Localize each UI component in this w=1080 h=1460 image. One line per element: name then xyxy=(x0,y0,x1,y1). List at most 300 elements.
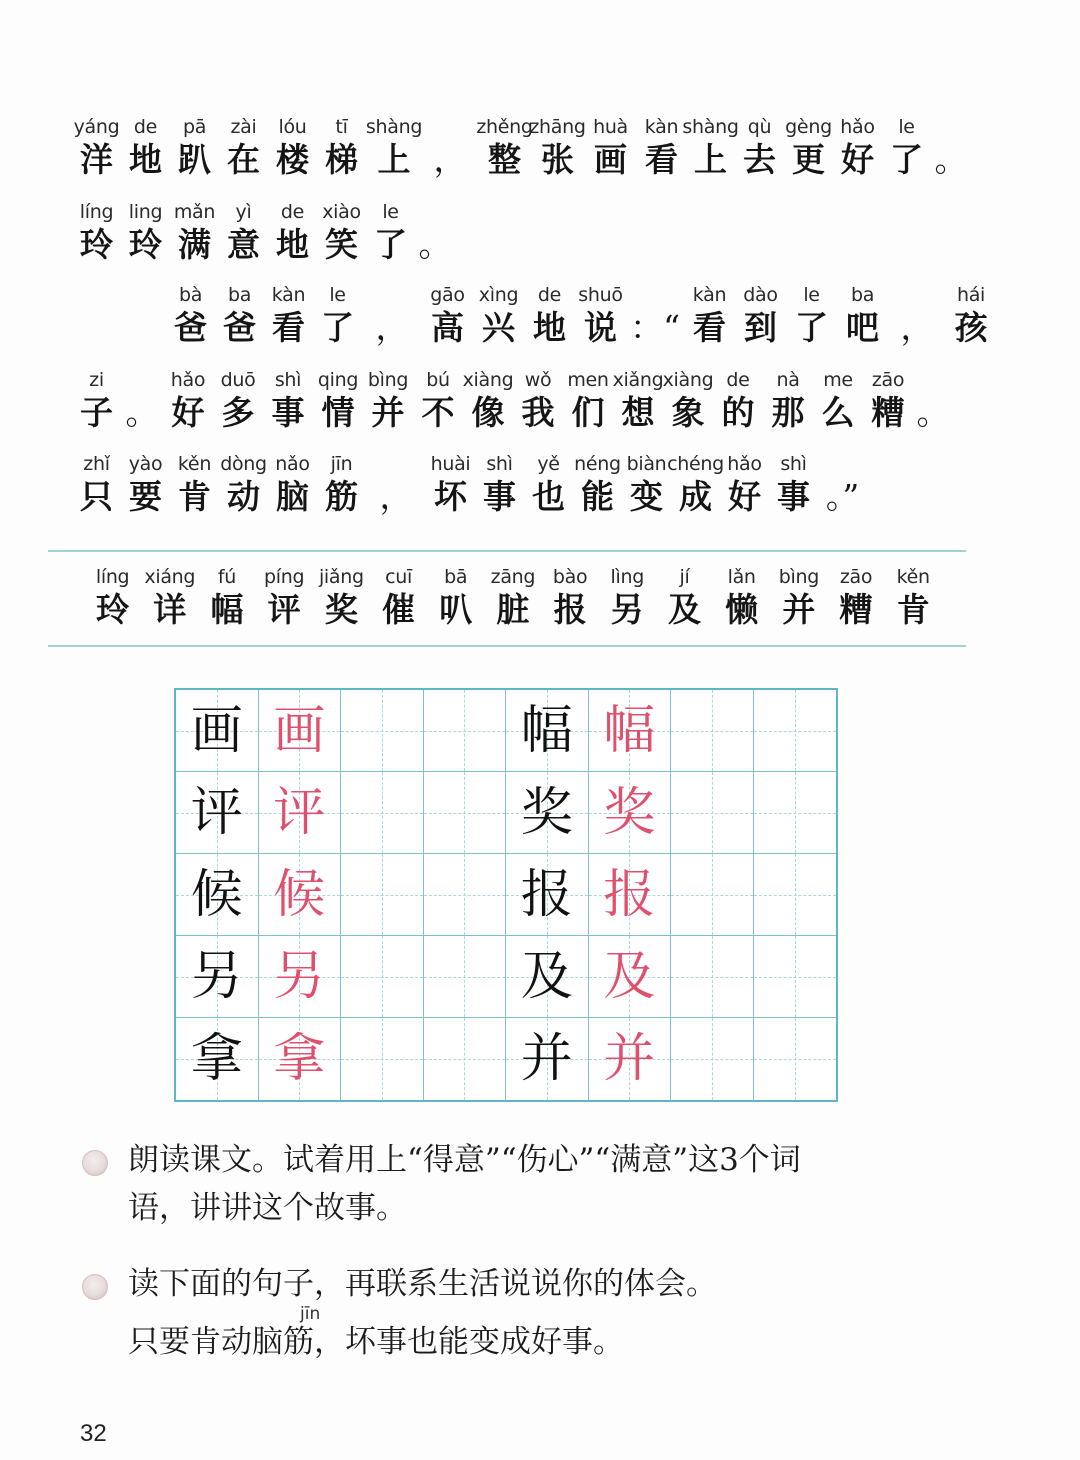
grid-cell xyxy=(259,1018,342,1100)
model-character: 评 xyxy=(190,782,243,843)
model-character: 另 xyxy=(190,946,243,1007)
pinyin: jīn xyxy=(330,453,353,475)
pinyin: yáng xyxy=(73,116,120,138)
grid-cell xyxy=(424,1018,507,1100)
model-character: 奖 xyxy=(520,782,573,843)
pinyin: lóu xyxy=(278,116,307,138)
grid-cell xyxy=(506,936,589,1018)
grid-cell xyxy=(506,854,589,936)
ruby-character xyxy=(946,282,996,348)
punctuation-mark: 。” xyxy=(825,477,860,516)
pinyin: biàn xyxy=(626,453,667,475)
hanzi: 了 xyxy=(795,308,828,347)
ruby-character xyxy=(121,199,170,265)
ruby-character xyxy=(735,114,784,180)
new-character xyxy=(84,564,141,630)
pinyin: le xyxy=(382,201,399,223)
hanzi: 好 xyxy=(171,393,205,432)
ruby-character xyxy=(163,367,213,433)
grid-cell xyxy=(341,936,424,1018)
punctuation-mark: ， xyxy=(900,308,934,347)
hanzi: 不 xyxy=(421,393,455,432)
ruby-character xyxy=(682,114,739,180)
grid-cell xyxy=(671,772,754,854)
punctuation-mark: ， xyxy=(433,140,467,179)
punctuation xyxy=(362,282,422,348)
pinyin: men xyxy=(567,369,609,391)
pinyin: kěn xyxy=(896,566,930,588)
hanzi: 楼 xyxy=(276,140,309,179)
ruby-character xyxy=(637,114,686,180)
hanzi: 并 xyxy=(782,590,816,629)
hanzi: 要 xyxy=(129,477,162,516)
pinyin: le xyxy=(329,284,346,306)
hanzi: 看 xyxy=(693,308,726,347)
ruby-character xyxy=(478,114,531,180)
hanzi: 糟 xyxy=(871,393,905,432)
hanzi: 奖 xyxy=(324,590,358,629)
hanzi: 懒 xyxy=(725,590,759,629)
pinyin: de xyxy=(726,369,750,391)
grid-cell xyxy=(506,772,589,854)
ruby-character xyxy=(663,367,713,433)
ruby-character xyxy=(268,199,317,265)
grid-cell xyxy=(176,690,259,772)
hanzi: 的 xyxy=(721,393,755,432)
punctuation xyxy=(818,451,867,517)
pinyin: pā xyxy=(182,116,207,138)
ruby-character xyxy=(473,282,524,348)
ruby-character xyxy=(72,451,121,517)
new-character xyxy=(599,564,656,630)
new-characters-list xyxy=(84,564,942,630)
pinyin: kàn xyxy=(271,284,306,306)
ruby-character xyxy=(213,367,263,433)
hanzi: 并 xyxy=(371,393,405,432)
grid-cell xyxy=(424,854,507,936)
ruby-character xyxy=(170,114,219,180)
model-character: 画 xyxy=(190,700,243,761)
ruby-character xyxy=(363,367,413,433)
ruby-character xyxy=(72,367,121,433)
ruby-character xyxy=(263,367,313,433)
trace-character: 报 xyxy=(603,864,656,925)
punctuation xyxy=(931,114,971,180)
band-top-rule xyxy=(48,550,966,552)
punctuation xyxy=(626,282,684,348)
punctuation xyxy=(913,367,953,433)
pinyin: mǎn xyxy=(173,201,216,223)
pinyin: qù xyxy=(747,116,772,138)
pinyin: fú xyxy=(217,566,237,588)
pinyin: shuō xyxy=(578,284,623,306)
passage-line-3 xyxy=(166,282,996,348)
hanzi: 整 xyxy=(488,140,521,179)
trace-character: 并 xyxy=(603,1029,656,1089)
hanzi: 象 xyxy=(671,393,705,432)
grid-cell xyxy=(754,1018,837,1100)
ruby-character xyxy=(313,367,363,433)
pinyin: nà xyxy=(776,369,800,391)
hanzi: 玲 xyxy=(96,590,130,629)
punctuation-mark: 。 xyxy=(125,393,159,432)
ruby-character xyxy=(413,367,463,433)
character-writing-grid xyxy=(174,688,838,1102)
hanzi: 变 xyxy=(630,477,663,516)
grid-cell xyxy=(506,690,589,772)
hanzi: 地 xyxy=(129,140,162,179)
pinyin: xiàng xyxy=(662,369,714,391)
grid-cell xyxy=(259,936,342,1018)
hanzi: 多 xyxy=(221,393,255,432)
pinyin: bà xyxy=(178,284,203,306)
grid-cell xyxy=(424,772,507,854)
punctuation-mark: 。 xyxy=(916,393,950,432)
pinyin: de xyxy=(280,201,305,223)
model-character: 候 xyxy=(190,864,243,925)
ruby-character xyxy=(268,114,317,180)
exercise-bullet-icon xyxy=(82,1274,108,1300)
pinyin: ba xyxy=(227,284,252,306)
grid-cell xyxy=(259,772,342,854)
hanzi: 上 xyxy=(694,140,727,179)
grid-cell xyxy=(506,1018,589,1100)
ruby-character xyxy=(219,114,268,180)
hanzi: 了 xyxy=(321,308,354,347)
hanzi: 幅 xyxy=(210,590,244,629)
hanzi: 玲 xyxy=(80,225,113,264)
hanzi: 孩 xyxy=(954,308,988,347)
hanzi: 报 xyxy=(553,590,587,629)
exercise-bullet-icon xyxy=(82,1150,108,1176)
hanzi: 事 xyxy=(271,393,305,432)
grid-cell xyxy=(754,690,837,772)
hanzi: 吧 xyxy=(846,308,879,347)
pinyin: gèng xyxy=(785,116,832,138)
pinyin: lǎn xyxy=(727,566,756,588)
ruby-character xyxy=(72,114,121,180)
hanzi: 脏 xyxy=(496,590,530,629)
trace-character: 画 xyxy=(273,700,326,761)
band-bottom-rule xyxy=(48,645,966,647)
pinyin: kàn xyxy=(692,284,727,306)
pinyin: qing xyxy=(317,369,359,391)
ruby-character xyxy=(786,282,837,348)
ruby-character xyxy=(584,114,637,180)
exercise-2-line-1: 读下面的句子，再联系生活说说你的体会。 xyxy=(128,1266,717,1302)
hanzi: 也 xyxy=(532,477,565,516)
hanzi: 地 xyxy=(533,308,566,347)
grid-cell xyxy=(424,690,507,772)
hanzi: 更 xyxy=(792,140,825,179)
ruby-character xyxy=(264,282,313,348)
punctuation xyxy=(366,451,426,517)
ruby-character xyxy=(622,451,671,517)
pinyin: jiǎng xyxy=(318,566,364,588)
ruby-character xyxy=(524,451,573,517)
new-character xyxy=(827,564,884,630)
pinyin: me xyxy=(823,369,853,391)
new-character xyxy=(370,564,427,630)
pinyin: zhǐ xyxy=(83,453,110,475)
grid-cell xyxy=(341,690,424,772)
grid-cell xyxy=(671,1018,754,1100)
hanzi: 能 xyxy=(581,477,614,516)
trace-character: 奖 xyxy=(603,782,656,843)
trace-character: 拿 xyxy=(273,1029,326,1089)
hanzi: 张 xyxy=(541,140,574,179)
exercise-1-line-1: 朗读课文。试着用上“得意”“伤心”“满意”这3个词 xyxy=(128,1142,801,1178)
pinyin: chéng xyxy=(667,453,724,475)
ruby-character xyxy=(268,451,317,517)
ruby-character xyxy=(219,199,268,265)
ruby-character xyxy=(475,451,524,517)
hanzi: 事 xyxy=(777,477,810,516)
pinyin: shàng xyxy=(365,116,423,138)
ruby-character xyxy=(366,199,415,265)
pinyin: gāo xyxy=(430,284,465,306)
pinyin: shì xyxy=(274,369,302,391)
hanzi: 满 xyxy=(178,225,211,264)
hanzi: 上 xyxy=(377,140,411,179)
pinyin: xìng xyxy=(478,284,519,306)
hanzi: 子 xyxy=(80,393,113,432)
hanzi: 在 xyxy=(227,140,260,179)
ruby-character xyxy=(684,282,735,348)
grid-cell xyxy=(671,690,754,772)
hanzi: 筋 xyxy=(325,477,358,516)
hanzi: 地 xyxy=(276,225,309,264)
pinyin: dòng xyxy=(220,453,267,475)
ruby-character xyxy=(735,282,786,348)
punctuation-mark: 。 xyxy=(418,225,452,264)
pinyin: bìng xyxy=(367,369,409,391)
pinyin: zāng xyxy=(490,566,536,588)
grid-cell xyxy=(671,854,754,936)
ruby-character xyxy=(531,114,584,180)
pinyin: hái xyxy=(956,284,986,306)
hanzi: 事 xyxy=(483,477,516,516)
hanzi: 笑 xyxy=(325,225,358,264)
trace-character: 另 xyxy=(273,946,326,1007)
grid-cell xyxy=(754,772,837,854)
pinyin: yì xyxy=(235,201,252,223)
pinyin: hǎo xyxy=(727,453,762,475)
pinyin: de xyxy=(133,116,158,138)
trace-character: 幅 xyxy=(603,700,656,761)
pinyin: zài xyxy=(230,116,257,138)
passage-line-5 xyxy=(72,451,867,517)
grid-cell xyxy=(754,936,837,1018)
ruby-character xyxy=(366,114,422,180)
pinyin: kěn xyxy=(177,453,212,475)
grid-cell xyxy=(424,936,507,1018)
ruby-character xyxy=(667,451,724,517)
hanzi: 爸 xyxy=(174,308,207,347)
new-character xyxy=(313,564,370,630)
hanzi: 意 xyxy=(227,225,260,264)
pinyin: yě xyxy=(537,453,560,475)
model-character: 及 xyxy=(520,946,573,1007)
hanzi: 成 xyxy=(679,477,712,516)
model-character: 拿 xyxy=(190,1029,243,1089)
pinyin: duō xyxy=(220,369,256,391)
hanzi: 坏 xyxy=(434,477,467,516)
ruby-character xyxy=(422,282,473,348)
page-number: 32 xyxy=(80,1420,107,1447)
hanzi: 催 xyxy=(382,590,416,629)
ruby-character xyxy=(219,451,268,517)
pinyin: hǎo xyxy=(170,369,206,391)
hanzi: 了 xyxy=(890,140,923,179)
hanzi: 好 xyxy=(728,477,761,516)
ruby-character xyxy=(563,367,613,433)
grid-cell xyxy=(176,854,259,936)
pinyin: yào xyxy=(128,453,163,475)
ruby-character xyxy=(72,199,121,265)
model-character: 幅 xyxy=(520,700,573,761)
punctuation-mark: 。 xyxy=(934,140,968,179)
grid-cell xyxy=(589,936,672,1018)
hanzi: 动 xyxy=(227,477,260,516)
pinyin: xiǎng xyxy=(612,369,664,391)
hanzi: 只 xyxy=(80,477,113,516)
new-character xyxy=(141,564,198,630)
pinyin: le xyxy=(898,116,915,138)
hanzi: 玲 xyxy=(129,225,162,264)
grid-cell xyxy=(589,1018,672,1100)
grid-cell xyxy=(341,854,424,936)
ruby-character xyxy=(882,114,931,180)
ruby-character xyxy=(813,367,863,433)
pinyin: de xyxy=(537,284,562,306)
hanzi: 另 xyxy=(610,590,644,629)
pinyin: dào xyxy=(743,284,778,306)
pinyin: píng xyxy=(264,566,305,588)
pinyin: nǎo xyxy=(275,453,310,475)
ruby-character xyxy=(317,451,366,517)
punctuation-mark: ， xyxy=(375,308,409,347)
exercise-1-line-2: 语，讲讲这个故事。 xyxy=(128,1190,407,1226)
new-character xyxy=(885,564,942,630)
pinyin: bào xyxy=(552,566,588,588)
ruby-character xyxy=(426,451,475,517)
pinyin: huà xyxy=(593,116,628,138)
hanzi: 肯 xyxy=(896,590,930,629)
ruby-character xyxy=(713,367,763,433)
new-character xyxy=(713,564,770,630)
punctuation xyxy=(415,199,455,265)
hanzi: 么 xyxy=(821,393,855,432)
pinyin: ling xyxy=(128,201,163,223)
new-character xyxy=(770,564,827,630)
grid-cell xyxy=(259,690,342,772)
new-character xyxy=(427,564,484,630)
ruby-character xyxy=(575,282,626,348)
grid-cell xyxy=(176,772,259,854)
hanzi: 像 xyxy=(471,393,505,432)
trace-character: 及 xyxy=(603,946,656,1007)
pinyin: kàn xyxy=(644,116,679,138)
pinyin: líng xyxy=(79,201,114,223)
ruby-character xyxy=(317,114,366,180)
pinyin: jí xyxy=(679,566,690,588)
passage-line-4 xyxy=(72,367,953,433)
pinyin: xiàng xyxy=(462,369,514,391)
pinyin: lìng xyxy=(610,566,645,588)
hanzi: 肯 xyxy=(178,477,211,516)
pinyin: shàng xyxy=(682,116,739,138)
pinyin: zāo xyxy=(871,369,905,391)
grid-cell xyxy=(589,772,672,854)
pinyin: zhāng xyxy=(529,116,586,138)
hanzi: 脑 xyxy=(276,477,309,516)
hanzi: 画 xyxy=(594,140,627,179)
pinyin: shì xyxy=(780,453,807,475)
hanzi: 洋 xyxy=(80,140,113,179)
new-character xyxy=(542,564,599,630)
ruby-character xyxy=(573,451,622,517)
pinyin: le xyxy=(803,284,820,306)
hanzi: 及 xyxy=(667,590,701,629)
hanzi: 高 xyxy=(431,308,464,347)
ruby-character xyxy=(613,367,663,433)
new-character xyxy=(484,564,541,630)
pinyin: líng xyxy=(95,566,130,588)
ruby-character xyxy=(313,282,362,348)
pinyin: xiáng xyxy=(144,566,196,588)
ruby-character xyxy=(720,451,769,517)
hanzi: 到 xyxy=(744,308,777,347)
pinyin: hǎo xyxy=(840,116,875,138)
grid-cell xyxy=(589,854,672,936)
trace-character: 评 xyxy=(273,782,326,843)
ruby-character xyxy=(121,451,170,517)
hanzi: 梯 xyxy=(325,140,358,179)
ruby-character xyxy=(170,451,219,517)
ruby-character xyxy=(524,282,575,348)
hanzi: 叭 xyxy=(439,590,473,629)
ruby-character xyxy=(463,367,513,433)
pinyin: zāo xyxy=(839,566,873,588)
hanzi: 评 xyxy=(267,590,301,629)
pinyin: xiào xyxy=(322,201,361,223)
ruby-character xyxy=(833,114,882,180)
punctuation-mark: ， xyxy=(379,477,413,516)
hanzi: 爸 xyxy=(223,308,256,347)
punctuation-mark: ：“ xyxy=(630,308,680,347)
pinyin: wǒ xyxy=(524,369,552,391)
punctuation xyxy=(888,282,946,348)
model-character: 并 xyxy=(520,1029,573,1089)
hanzi: 我 xyxy=(521,393,555,432)
punctuation xyxy=(121,367,163,433)
hanzi: 们 xyxy=(571,393,605,432)
grid-cell xyxy=(176,936,259,1018)
ruby-character xyxy=(215,282,264,348)
hanzi: 兴 xyxy=(482,308,515,347)
trace-character: 候 xyxy=(273,864,326,925)
grid-cell xyxy=(259,854,342,936)
ruby-character xyxy=(763,367,813,433)
hanzi: 糟 xyxy=(839,590,873,629)
passage-line-1 xyxy=(72,114,971,180)
hanzi: 详 xyxy=(153,590,187,629)
hanzi: 看 xyxy=(645,140,678,179)
punctuation xyxy=(422,114,478,180)
pinyin: zi xyxy=(89,369,104,391)
new-character xyxy=(198,564,255,630)
